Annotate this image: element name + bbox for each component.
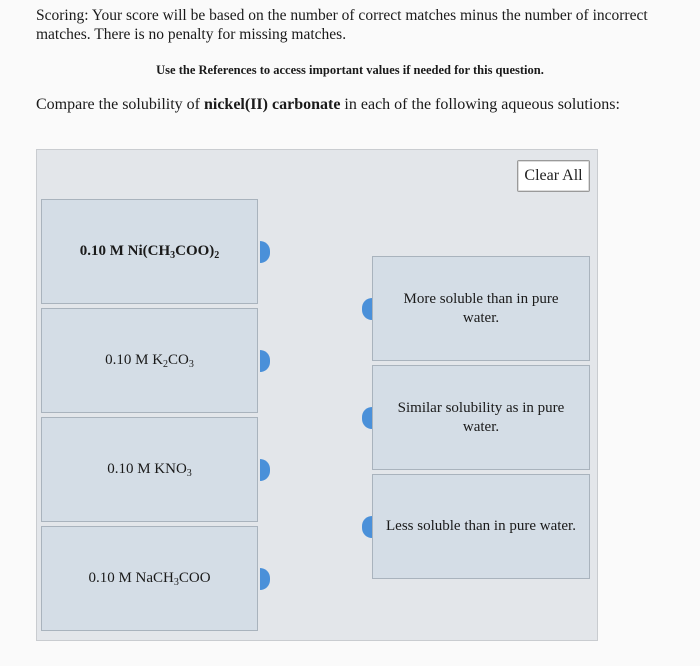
solution-label [105,352,194,369]
question-text [36,96,676,114]
solution-subscript: 2 [214,250,220,261]
solution-label [88,570,210,587]
question-compound: nickel(II) carbonate [203,96,341,113]
solution-subscript: 3 [170,250,176,261]
solution-label [107,461,192,478]
solution-text: 0.10 M K [105,352,164,368]
answer-more-soluble[interactable] [372,256,590,361]
solution-subscript: 3 [188,359,194,370]
answer-label: Similar solubility as in pure water. [397,399,565,435]
references-note: Use the References to access important values if needed for this question. [156,63,544,77]
solution-text: 0.10 M NaCH [88,570,174,586]
solution-text: 0.10 M Ni(CH [79,243,171,259]
answer-label: Less soluble than in pure water. [386,518,576,534]
solution-text: COO [178,570,211,586]
solution-text: COO) [175,243,215,259]
solution-text: 0.10 M KNO [107,461,187,477]
question-prefix: Compare the solubility of [36,96,204,113]
answer-less-soluble[interactable] [372,474,590,579]
solution-subscript: 3 [186,468,192,479]
scoring-instructions: Scoring: Your score will be based on the number of correct matches minus the number of incorrect matches. There is no penalty for missing matches. [36,7,648,43]
question-suffix: in each of the following aqueous solutions: [340,96,620,113]
solution-item-potassium-carbonate[interactable] [41,308,258,413]
solution-subscript: 3 [173,577,179,588]
solution-text: CO [168,352,189,368]
solution-item-sodium-acetate[interactable] [41,526,258,631]
answer-label: More soluble than in pure water. [403,290,559,326]
solution-subscript: 2 [163,359,169,370]
solution-item-potassium-nitrate[interactable] [41,417,258,522]
solution-item-nickel-acetate[interactable] [41,199,258,304]
solution-label [80,243,220,260]
clear-all-button[interactable]: Clear All [517,160,590,192]
answer-similar-solubility[interactable] [372,365,590,470]
